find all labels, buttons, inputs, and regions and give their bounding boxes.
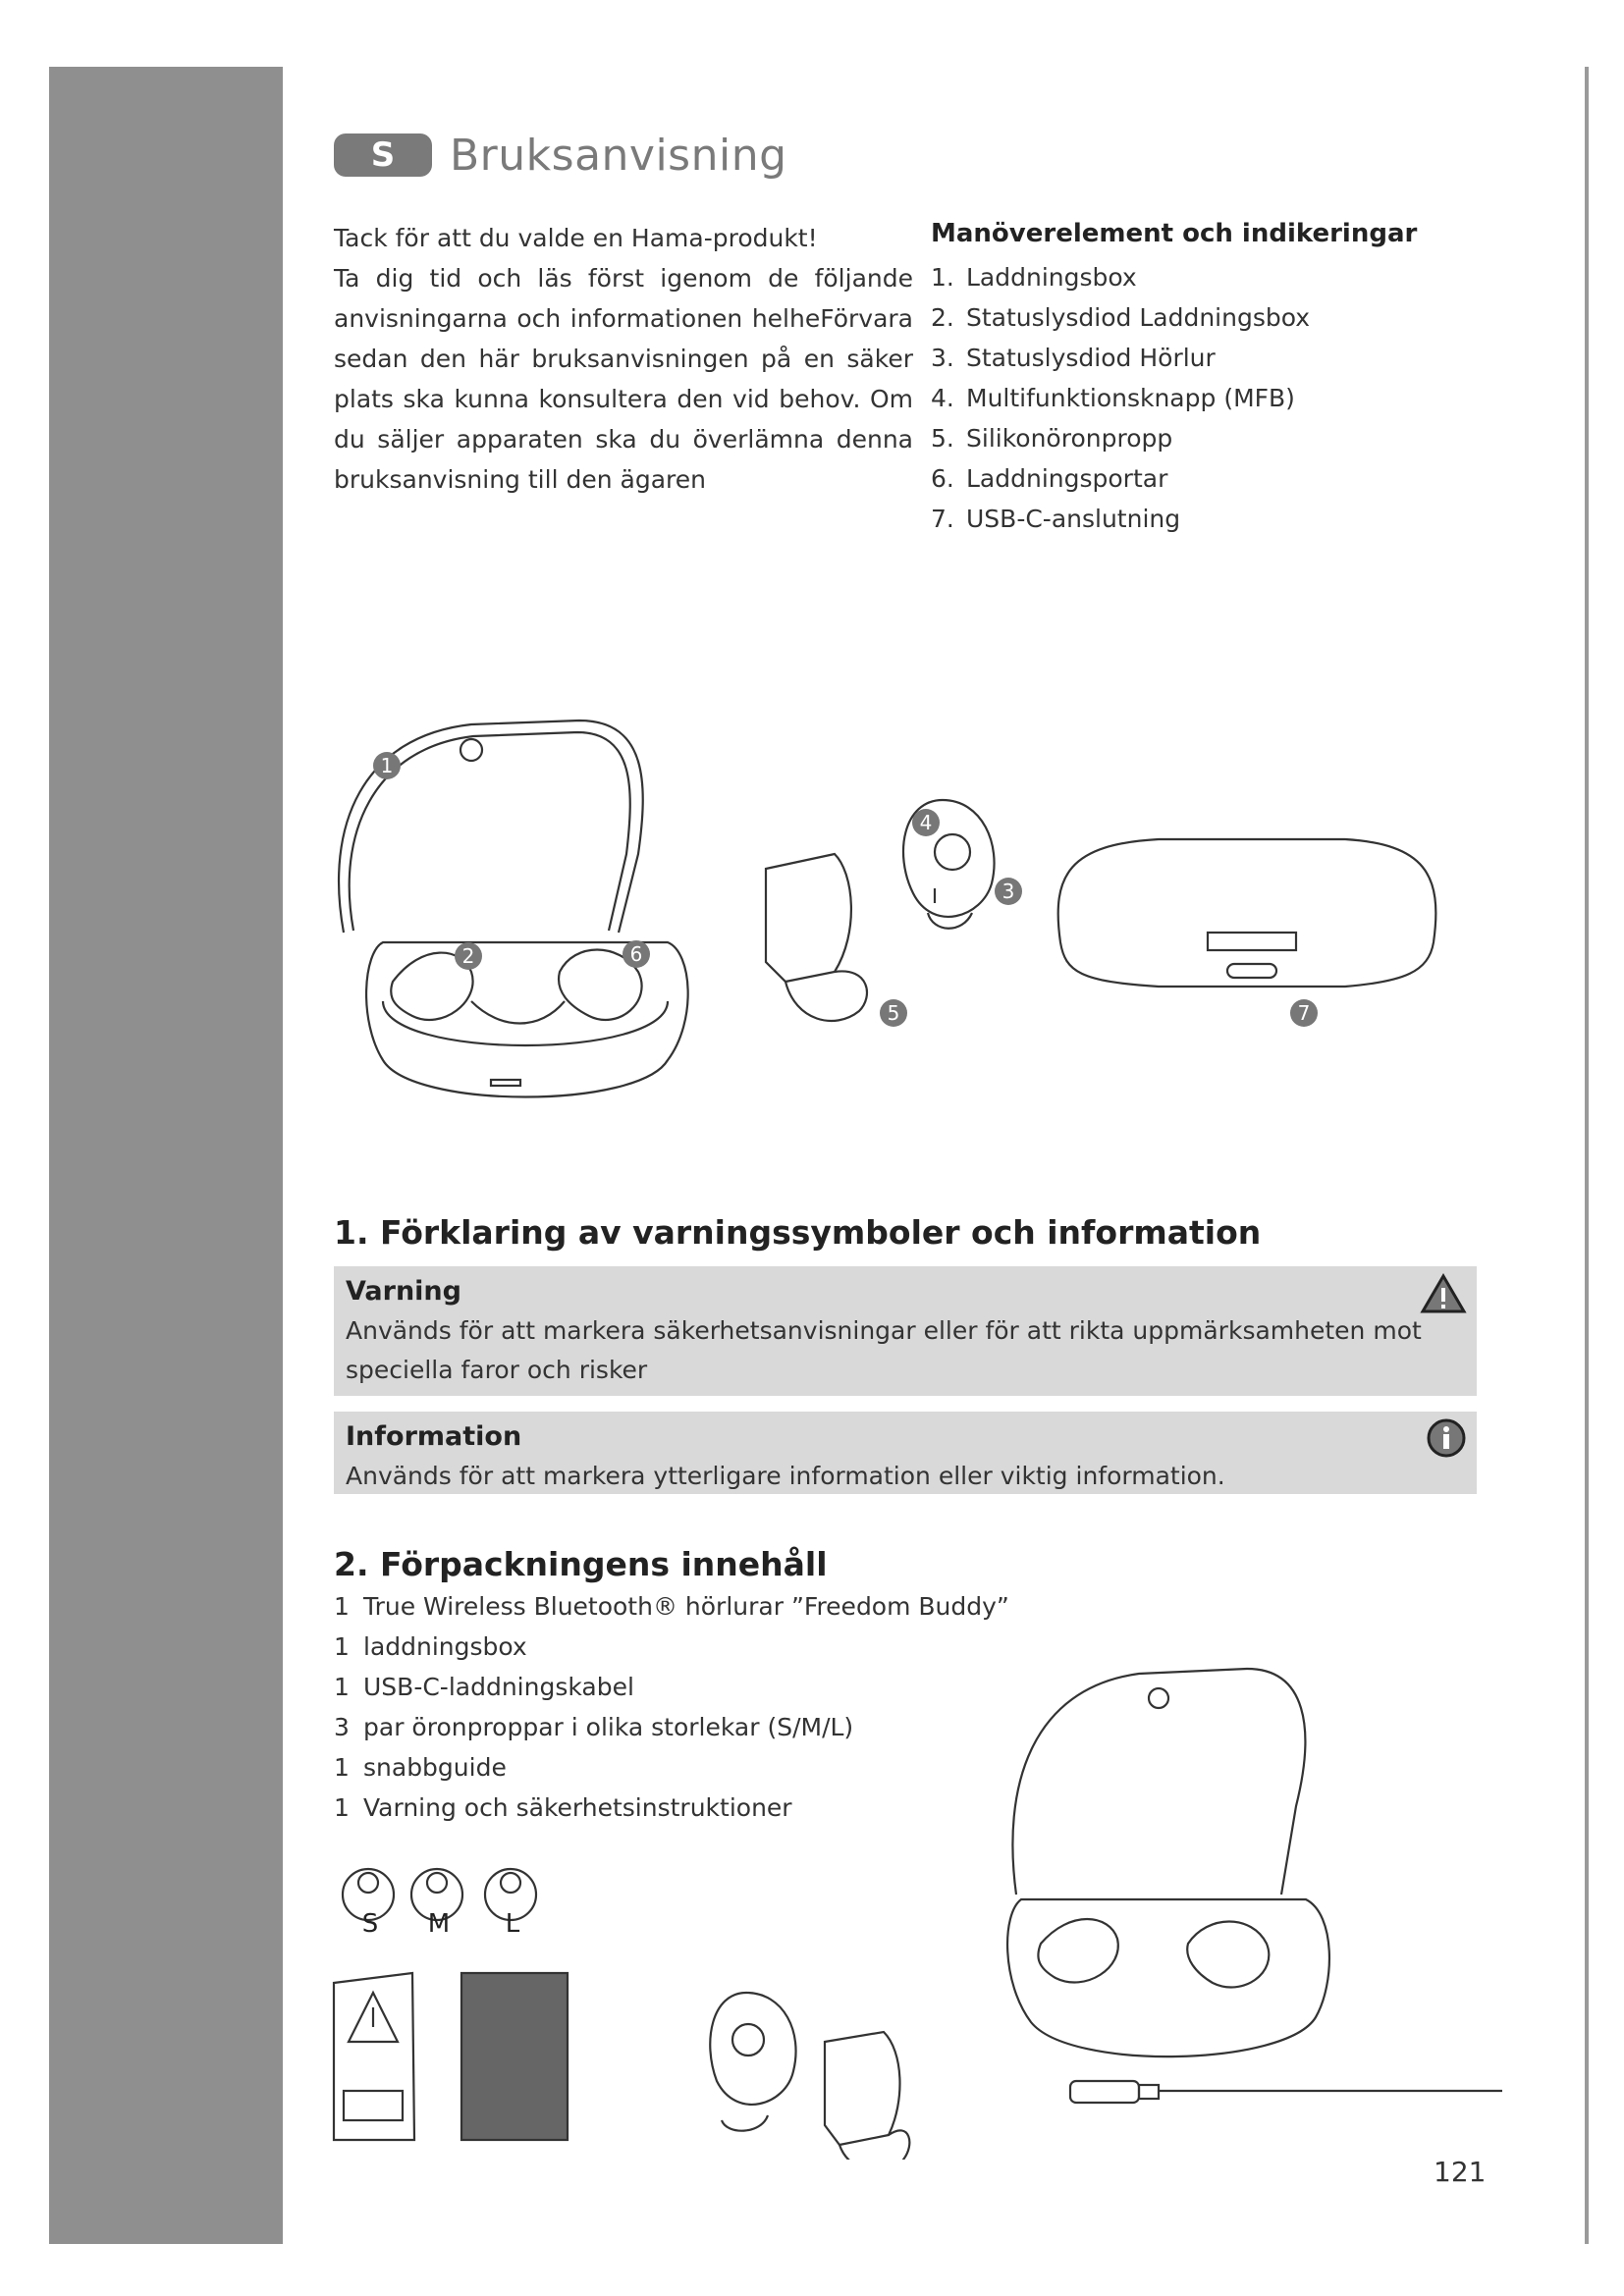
list-item [931,257,1559,297]
warning-triangle-icon [1420,1272,1467,1315]
list-item [931,338,1559,378]
callout-4-label: 4 [919,811,933,834]
package-contents-figure [324,1571,1502,2160]
item-label: Statuslysdiod Laddningsbox [966,303,1311,332]
callout-1-label: 1 [380,754,394,777]
section-1-title: 1. Förklaring av varningssymboler och information [334,1213,1262,1252]
item-label: True Wireless Bluetooth® hörlurar ”Freedom Buddy” [363,1592,1009,1621]
item-qty: 1 [334,1673,350,1701]
list-item [931,458,1559,499]
size-label-l: L [505,1909,520,1939]
size-label-s: S [361,1909,379,1939]
warning-text: Används för att markera säkerhetsanvisningar eller för att rikta uppmärksamheten mot speciella faror och risker [346,1316,1422,1384]
callout-2-label: 2 [461,944,475,968]
item-label: Varning och säkerhetsinstruktioner [363,1793,792,1822]
item-qty: 3 [334,1713,350,1741]
item-number: 2. [931,303,954,332]
warning-box [334,1266,1477,1396]
list-item [931,378,1559,418]
quick-guide-booklet [461,1973,568,2140]
list-item [931,418,1559,458]
callout-5-label: 5 [887,1001,900,1025]
language-badge: S [334,133,432,177]
section-2-title: 2. Förpackningens innehåll [334,1545,828,1583]
earbud-side [766,854,851,982]
warning-heading: Varning [346,1276,461,1307]
page-edge-line [1585,67,1589,2244]
intro-paragraph: Ta dig tid och läs först igenom de följande anvisningarna och informationen helheFörvara sedan den här bruksanvisningen på en säker plats ska kunna konsultera den vid behov. Om du säljer apparaten ska du överlämna denna bruksanvisning till den ägaren [334,264,913,494]
item-label: USB-C-laddningskabel [363,1673,634,1701]
callout-6-label: 6 [629,942,643,966]
item-label: Silikonöronpropp [966,424,1173,453]
item-number: 1. [931,263,954,292]
item-label: Statuslysdiod Hörlur [966,344,1216,372]
item-label: Laddningsbox [966,263,1137,292]
item-number: 4. [931,384,954,412]
page-title: Bruksanvisning [450,130,787,181]
info-heading: Information [346,1421,522,1452]
item-label: USB-C-anslutning [966,505,1181,533]
controls-list [931,214,1559,539]
item-number: 5. [931,424,954,453]
intro-line-1: Tack för att du valde en Hama-produkt! [334,224,818,252]
size-label-m: M [427,1909,451,1939]
case-lid [1012,1669,1305,1895]
item-label: par öronproppar i olika storlekar (S/M/L) [363,1713,854,1741]
item-qty: 1 [334,1753,350,1782]
list-item [931,499,1559,539]
list-item [931,297,1559,338]
page-number: 121 [1434,2156,1487,2188]
item-label: Multifunktionsknapp (MFB) [966,384,1295,412]
info-box [334,1412,1477,1494]
info-text: Används för att markera ytterligare information eller viktig information. [346,1462,1225,1490]
callout-7-label: 7 [1297,1001,1311,1025]
item-label: laddningsbox [363,1632,527,1661]
info-circle-icon [1426,1417,1467,1459]
item-qty: 1 [334,1592,350,1621]
item-number: 6. [931,464,954,493]
controls-title: Manöverelement och indikeringar [931,219,1418,248]
product-overview-figure [324,707,1502,1158]
item-label: Laddningsportar [966,464,1168,493]
earbud-side [825,2032,899,2145]
page-header [334,126,787,185]
sidebar-band [49,67,283,2244]
item-qty: 1 [334,1632,350,1661]
earbud-front [710,1993,795,2105]
item-label: snabbguide [363,1753,507,1782]
item-qty: 1 [334,1793,350,1822]
callout-3-label: 3 [1001,880,1015,903]
intro-text [334,218,913,500]
item-number: 3. [931,344,954,372]
item-number: 7. [931,505,954,533]
